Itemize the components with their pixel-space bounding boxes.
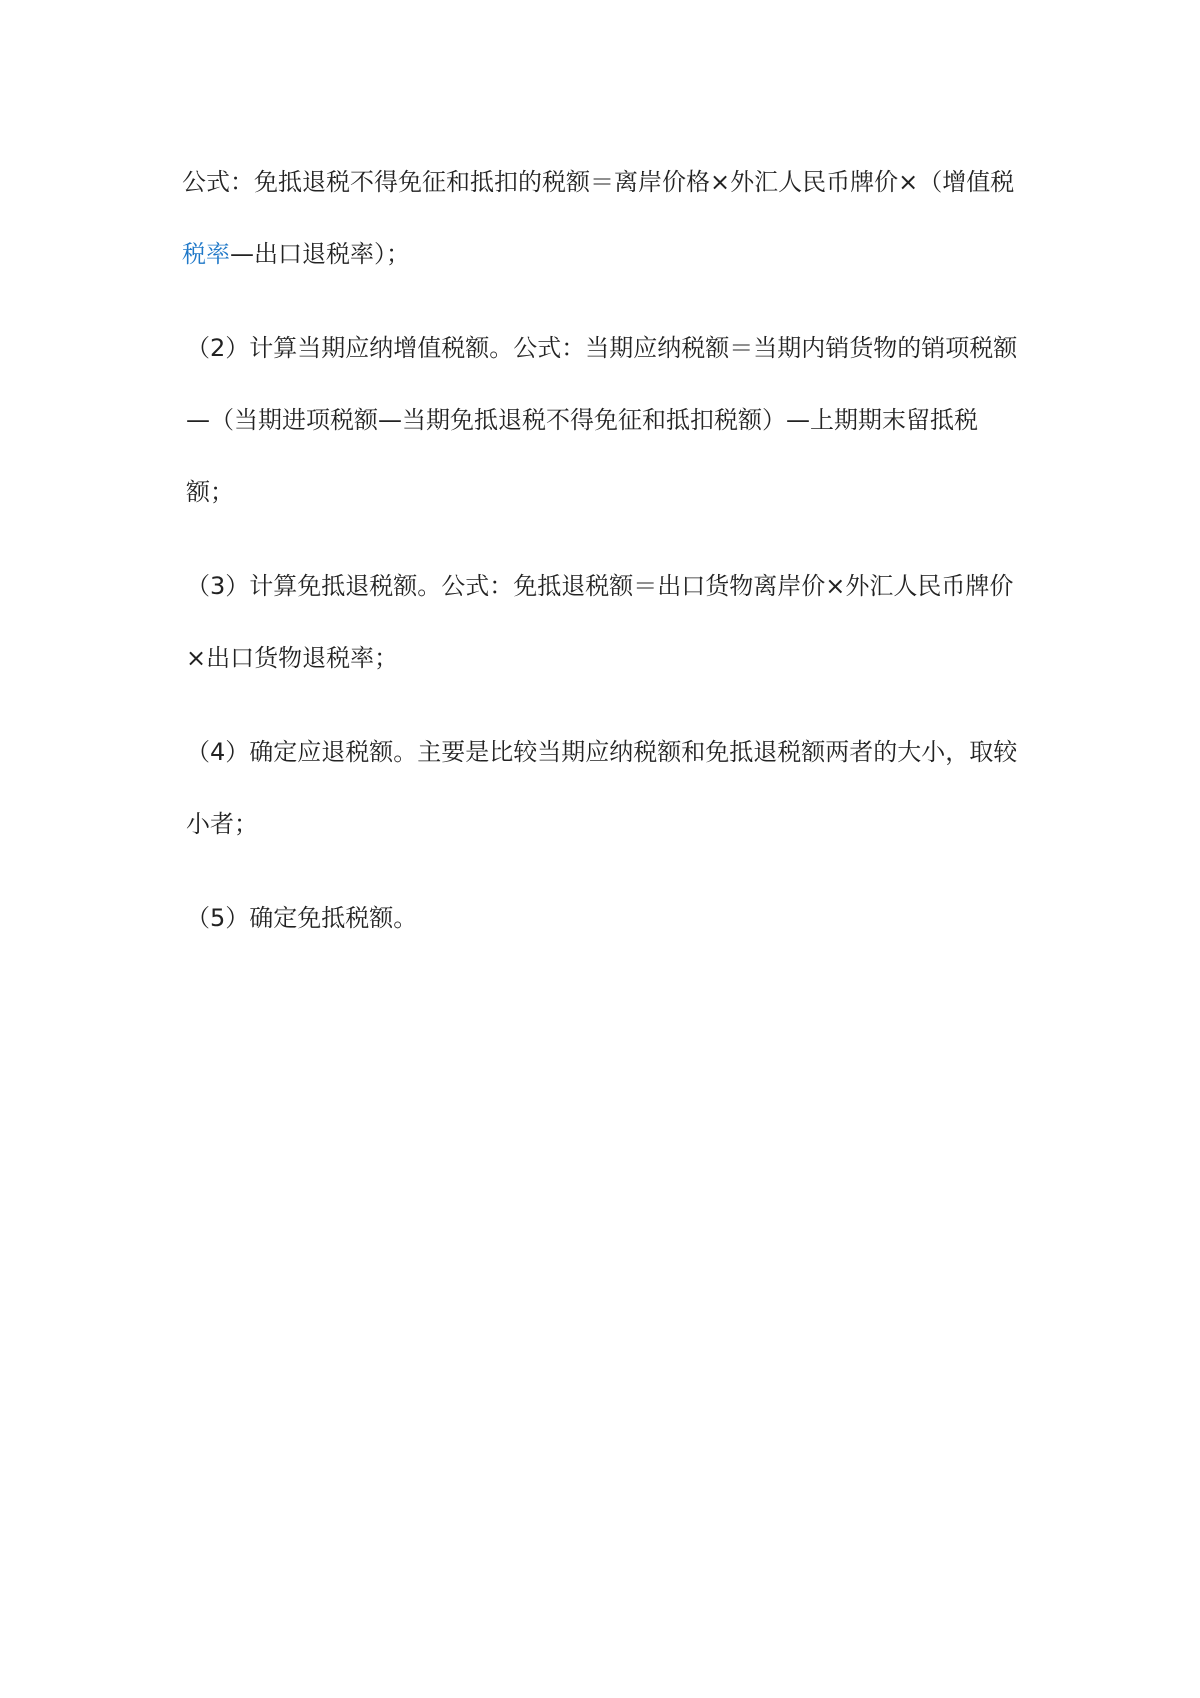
document-body — [182, 146, 1022, 976]
paragraph-step-3 — [182, 550, 1022, 694]
step-4-text: （4）确定应退税额。主要是比较当期应纳税额和免抵退税额两者的大小，取较小者； — [186, 738, 1018, 838]
tax-rate-link[interactable]: 税率 — [182, 240, 230, 268]
step-2-text: （2）计算当期应纳增值税额。公式：当期应纳税额＝当期内销货物的销项税额—（当期进项税额—当期免抵退税不得免征和抵扣税额）—上期期末留抵税额； — [186, 334, 1018, 506]
formula-text-part-1: 公式：免抵退税不得免征和抵扣的税额＝离岸价格×外汇人民币牌价×（增值税 — [182, 168, 1015, 196]
paragraph-step-2 — [182, 312, 1022, 528]
formula-text-part-2: —出口退税率）； — [230, 240, 410, 268]
paragraph-formula — [182, 146, 1022, 290]
paragraph-step-4 — [182, 716, 1022, 860]
paragraph-step-5 — [182, 882, 1022, 954]
step-3-text: （3）计算免抵退税额。公式：免抵退税额＝出口货物离岸价×外汇人民币牌价×出口货物退税率； — [186, 572, 1014, 672]
step-5-text: （5）确定免抵税额。 — [186, 904, 418, 932]
